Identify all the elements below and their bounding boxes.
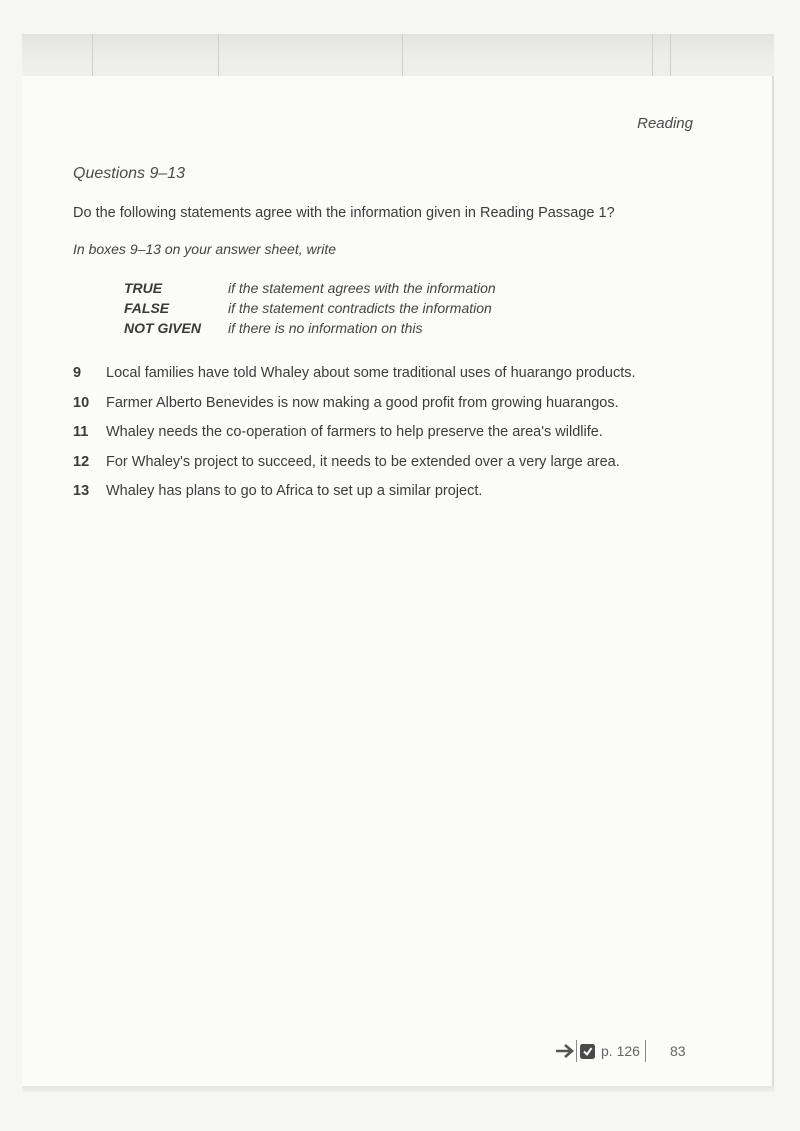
statement-number: 10 — [73, 394, 90, 411]
statement-text: Whaley needs the co-operation of farmers to help preserve the area's wildlife. — [106, 424, 603, 440]
page-number: 83 — [669, 1043, 686, 1059]
statement-text: Whaley has plans to go to Africa to set up a similar project. — [106, 483, 483, 499]
statement-number: 11 — [73, 424, 89, 440]
page-sheet — [22, 76, 772, 1086]
right-arrow-icon — [554, 1043, 576, 1059]
key-meaning: if there is no information on this — [228, 320, 423, 336]
key-row-false — [124, 298, 496, 318]
page-footer — [554, 1039, 686, 1063]
key-term: TRUE — [124, 280, 163, 296]
key-meaning: if the statement contradicts the information — [228, 300, 492, 316]
statement-item — [73, 363, 713, 393]
statement-number: 13 — [73, 483, 90, 499]
statement-item — [73, 481, 713, 511]
scan-right-edge — [772, 76, 774, 1086]
scan-bottom-border — [22, 1086, 774, 1092]
questions-heading: Questions 9–13 — [73, 165, 186, 182]
statement-number: 9 — [73, 365, 82, 381]
answer-reference[interactable] — [576, 1040, 646, 1062]
instruction-text: Do the following statements agree with the information given in Reading Passage 1? — [73, 205, 615, 221]
statement-item — [73, 452, 713, 482]
answer-sheet-instruction: In boxes 9–13 on your answer sheet, write — [73, 241, 337, 257]
scan-crease — [92, 34, 93, 76]
statement-text: Local families have told Whaley about some traditional uses of huarango products. — [106, 365, 636, 381]
page-reference-text: p. 126 — [601, 1043, 640, 1059]
key-term: NOT GIVEN — [124, 320, 202, 336]
key-term: FALSE — [124, 300, 170, 316]
running-head: Reading — [637, 115, 693, 132]
scan-crease — [218, 34, 219, 76]
key-row-not-given — [124, 318, 496, 338]
scan-crease — [652, 34, 653, 76]
statement-item — [73, 422, 713, 452]
scan-top-border — [22, 34, 774, 76]
statement-list — [73, 363, 713, 511]
scan-crease — [670, 34, 671, 76]
statement-text: Farmer Alberto Benevides is now making a good profit from growing huarangos. — [106, 394, 619, 411]
answer-key-table — [124, 278, 496, 338]
key-meaning: if the statement agrees with the information — [228, 280, 496, 296]
statement-text: For Whaley's project to succeed, it needs to be extended over a very large area. — [106, 453, 620, 470]
key-row-true — [124, 278, 496, 298]
statement-item — [73, 393, 713, 423]
scan-crease — [402, 34, 403, 76]
statement-number: 12 — [73, 453, 90, 470]
answers-key-icon — [580, 1044, 595, 1059]
